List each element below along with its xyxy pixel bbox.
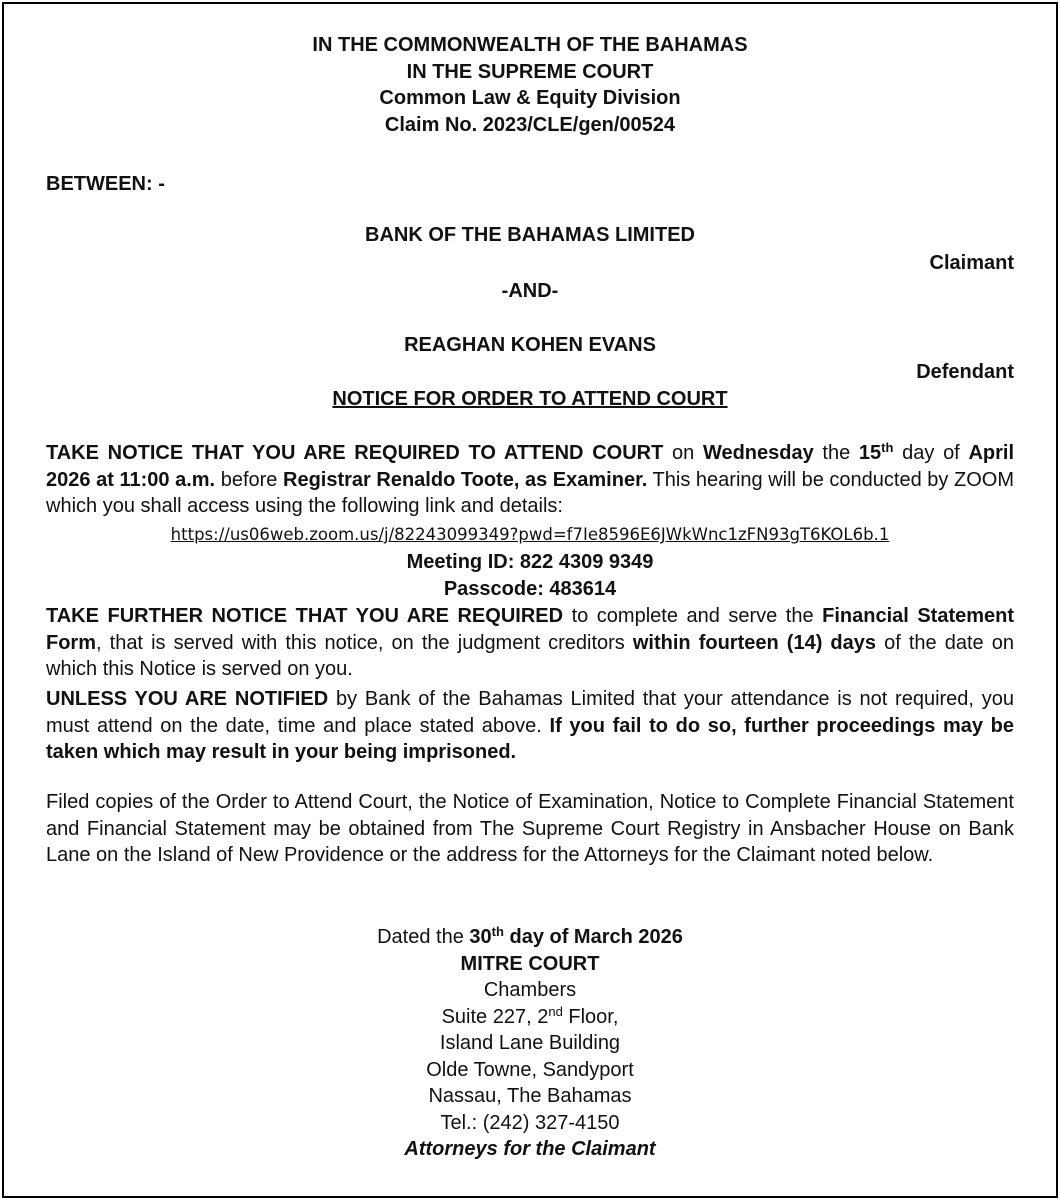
chambers: Chambers (483, 979, 577, 1001)
notice-paragraph-3 (46, 686, 1014, 766)
dated-day (469, 926, 504, 948)
claimant-role: Claimant (929, 252, 1014, 274)
hearing-weekday: Wednesday (702, 442, 814, 464)
dated-month-year: day of March 2026 (503, 926, 683, 948)
hearing-date-time: April 2026 at 11:00 a.m. (46, 442, 1014, 491)
imprisonment-warning: If you fail to do so, further proceedings may be taken which may result in your being imprisoned. (46, 714, 1014, 763)
para2-text-1: to complete and serve the (563, 605, 823, 627)
para1-text-the: the (813, 442, 859, 464)
notice-paragraph-2 (46, 603, 1014, 683)
dated-day-number: 30 (469, 926, 492, 948)
signature-block (46, 924, 1014, 1163)
para3-text: by Bank of the Bahamas Limited that your attendance is not required, you must attend on the date, time and place stated above. (46, 688, 1014, 737)
hearing-day (859, 442, 894, 464)
attorneys-role: Attorneys for the Claimant (404, 1138, 656, 1160)
hearing-day-suffix: th (881, 440, 894, 455)
suite (46, 1004, 1014, 1031)
para3-lead: UNLESS YOU ARE NOTIFIED (46, 688, 329, 710)
para2-text-2: , that is served with this notice, on the judgment creditors (96, 631, 633, 654)
suite-suffix: nd (548, 1003, 563, 1019)
zoom-link-row (46, 521, 1014, 549)
between-label: BETWEEN: - (46, 173, 165, 195)
city: Nassau, The Bahamas (428, 1085, 632, 1107)
firm-name: MITRE COURT (460, 952, 600, 975)
para1-text-zoom: This hearing will be conducted by ZOOM which you shall access using the following link and details: (46, 468, 1014, 517)
deadline: within fourteen (14) days (632, 631, 877, 654)
suite-floor: Floor, (562, 1005, 619, 1028)
building: Island Lane Building (439, 1032, 621, 1054)
para2-text-3: of the date on which this Notice is served on you. (46, 631, 1014, 680)
meeting-id: Meeting ID: 822 4309 9349 (406, 551, 654, 573)
hearing-day-number: 15 (858, 442, 882, 464)
suite-prefix: Suite 227, 2 (441, 1005, 549, 1028)
notice-paragraph-1 (46, 440, 1014, 520)
para1-text-day-of: day of (893, 442, 969, 464)
dated-prefix: Dated the (377, 926, 470, 948)
heading-line-1: IN THE COMMONWEALTH OF THE BAHAMAS (312, 34, 748, 56)
financial-statement-form: Financial Statement Form (46, 605, 1015, 654)
passcode: Passcode: 483614 (443, 578, 617, 600)
para1-text-before: before (215, 468, 283, 491)
para2-lead: TAKE FURTHER NOTICE THAT YOU ARE REQUIRED (46, 605, 564, 627)
dated-line (46, 924, 1014, 951)
claim-number: Claim No. 2023/CLE/gen/00524 (384, 113, 676, 136)
para1-text-on: on (663, 442, 703, 464)
heading-line-2: IN THE SUPREME COURT (406, 60, 654, 83)
zoom-link[interactable]: https://us06web.zoom.us/j/82243099349?pwd=f7Ie8596E6JWkWnc1zFN93gT6KOL6b.1 (170, 525, 890, 544)
and-label: -AND- (501, 280, 559, 302)
defendant-role: Defendant (916, 361, 1014, 383)
heading-line-3: Common Law & Equity Division (379, 87, 681, 109)
defendant-name: REAGHAN KOHEN EVANS (404, 334, 656, 356)
court-heading (46, 32, 1014, 138)
para1-lead: TAKE NOTICE THAT YOU ARE REQUIRED TO ATTEND COURT (46, 442, 664, 464)
claimant-name: BANK OF THE BAHAMAS LIMITED (365, 224, 695, 246)
notice-title: NOTICE FOR ORDER TO ATTEND COURT (332, 388, 728, 410)
examiner: Registrar Renaldo Toote, as Examiner. (283, 468, 648, 491)
notice-paragraph-4: Filed copies of the Order to Attend Court, the Notice of Examination, Notice to Complete Financial Statement and Financial Statement may be obtained from The Supreme Court Registry in Ansbacher House on Bank Lane on the Island of New Providence or the address for the Attorneys for the Claimant noted below. (46, 791, 1014, 866)
area: Olde Towne, Sandyport (426, 1058, 634, 1081)
dated-day-suffix: th (491, 924, 504, 939)
telephone: Tel.: (242) 327-4150 (440, 1111, 620, 1134)
